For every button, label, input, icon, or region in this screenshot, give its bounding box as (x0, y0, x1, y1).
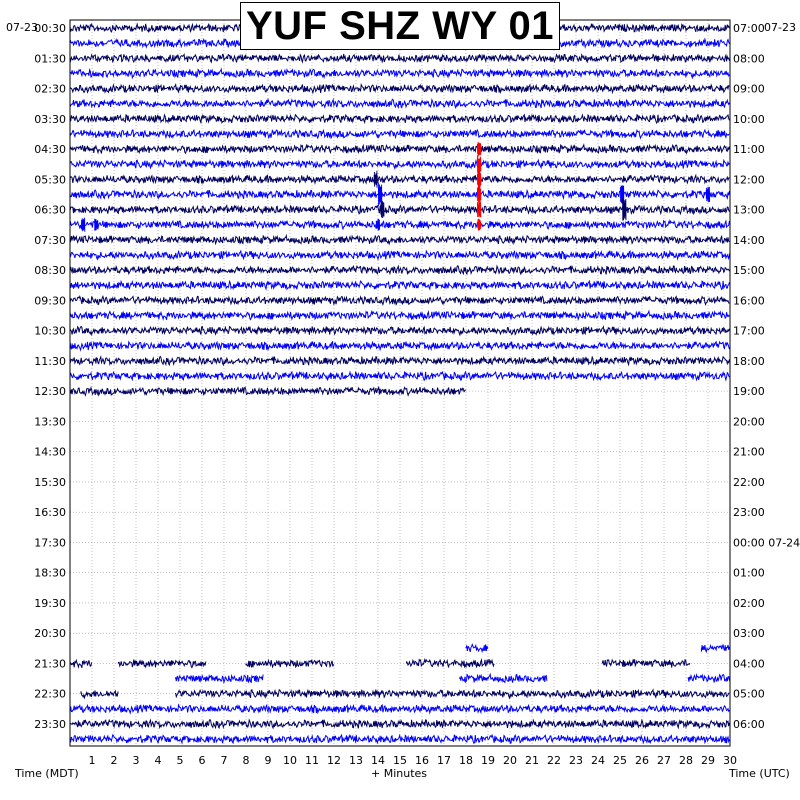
left-time-label: 04:30 (34, 143, 66, 156)
x-tick-label: 17 (437, 754, 451, 767)
right-time-label: 09:00 (733, 82, 765, 96)
left-time-label: 23:30 (34, 718, 66, 731)
event-spike (95, 219, 98, 231)
right-time-labels (733, 22, 800, 731)
left-time-label: 01:30 (34, 52, 66, 66)
title-box (240, 2, 560, 50)
left-time-label: 13:30 (34, 415, 66, 429)
x-tick-label: 5 (176, 754, 184, 767)
right-time-label: 20:00 (733, 415, 765, 429)
left-time-label: 02:30 (34, 82, 66, 96)
chart-title: YUF SHZ WY 01 (245, 3, 555, 48)
x-tick-label: 19 (481, 754, 495, 767)
right-time-label: 15:00 (733, 264, 765, 278)
right-time-label: 18:00 (733, 354, 765, 368)
left-time-label: 15:30 (34, 475, 66, 489)
x-tick-label: 25 (613, 754, 627, 767)
left-time-label: 12:30 (34, 385, 66, 399)
right-time-label: 10:00 (733, 112, 765, 126)
left-time-label: 16:30 (34, 506, 66, 520)
date-right: 07-23 (764, 21, 796, 34)
right-time-label: 04:00 (733, 657, 765, 671)
right-time-label: 06:00 (733, 718, 765, 731)
right-time-label: 07:00 (733, 22, 765, 35)
date-left: 07-23 (6, 21, 38, 34)
x-tick-label: 11 (305, 754, 319, 767)
x-tick-label: 24 (591, 754, 605, 767)
left-time-label: 03:30 (34, 112, 66, 126)
x-tick-label: 29 (701, 754, 715, 767)
x-tick-label: 7 (220, 754, 228, 767)
right-time-label: 11:00 (733, 143, 765, 156)
event-spike (381, 201, 384, 218)
left-time-label: 19:30 (34, 596, 66, 610)
right-time-label: 23:00 (733, 506, 765, 520)
x-tick-label: 12 (327, 754, 341, 767)
x-tick-label: 26 (635, 754, 649, 767)
right-time-label: 16:00 (733, 294, 765, 308)
left-time-label: 00:30 (34, 22, 66, 35)
left-time-label: 10:30 (34, 324, 66, 338)
event-spike (477, 219, 480, 231)
left-time-label: 14:30 (34, 445, 66, 459)
right-time-label: 17:00 (733, 324, 765, 338)
left-time-label: 18:30 (34, 566, 66, 580)
x-tick-label: 16 (415, 754, 429, 767)
x-tick-label: 10 (283, 754, 297, 767)
right-time-label: 00:00 07-24 (733, 536, 800, 550)
x-tick-label: 18 (459, 754, 473, 767)
x-tick-label: 27 (657, 754, 671, 767)
x-tick-label: 4 (154, 754, 162, 767)
left-time-label: 11:30 (34, 354, 66, 368)
event-spike (477, 202, 480, 218)
right-time-label: 21:00 (733, 445, 765, 459)
right-time-label: 02:00 (733, 596, 765, 610)
left-time-label: 17:30 (34, 536, 66, 550)
right-time-label: 01:00 (733, 566, 765, 580)
x-axis-label: + Minutes (370, 767, 428, 780)
left-time-label: 08:30 (34, 264, 66, 278)
right-time-label: 13:00 (733, 203, 765, 217)
x-tick-label: 2 (110, 754, 118, 767)
right-time-label: 08:00 (733, 52, 765, 66)
x-tick-label: 30 (723, 754, 737, 767)
x-tick-label: 22 (547, 754, 561, 767)
x-tick-label: 3 (132, 754, 140, 767)
right-time-label: 12:00 (733, 173, 765, 187)
event-spike (706, 187, 709, 203)
x-tick-label: 13 (349, 754, 363, 767)
x-tick-label: 9 (264, 754, 272, 767)
left-time-labels (34, 22, 66, 731)
left-time-label: 05:30 (34, 173, 66, 187)
x-axis-label-left: Time (MDT) (15, 767, 79, 780)
x-tick-label: 8 (242, 754, 250, 767)
x-tick-labels (89, 754, 738, 767)
left-time-label: 07:30 (34, 233, 66, 247)
left-time-label: 20:30 (34, 627, 66, 641)
right-time-label: 14:00 (733, 233, 765, 247)
left-time-label: 21:30 (34, 657, 66, 671)
x-tick-label: 6 (198, 754, 206, 767)
right-time-label: 05:00 (733, 687, 765, 701)
event-spike (477, 142, 480, 156)
right-time-label: 22:00 (733, 475, 765, 489)
right-time-label: 03:00 (733, 627, 765, 641)
x-tick-label: 20 (503, 754, 517, 767)
x-tick-label: 28 (679, 754, 693, 767)
x-tick-label: 1 (88, 754, 96, 767)
x-tick-label: 15 (393, 754, 407, 767)
x-tick-label: 23 (569, 754, 583, 767)
left-time-label: 06:30 (34, 203, 66, 217)
x-tick-label: 21 (525, 754, 539, 767)
right-time-label: 19:00 (733, 385, 765, 399)
x-tick-label: 14 (371, 754, 385, 767)
left-time-label: 09:30 (34, 294, 66, 308)
x-axis-label-right: Time (UTC) (729, 767, 790, 780)
left-time-label: 22:30 (34, 687, 66, 701)
